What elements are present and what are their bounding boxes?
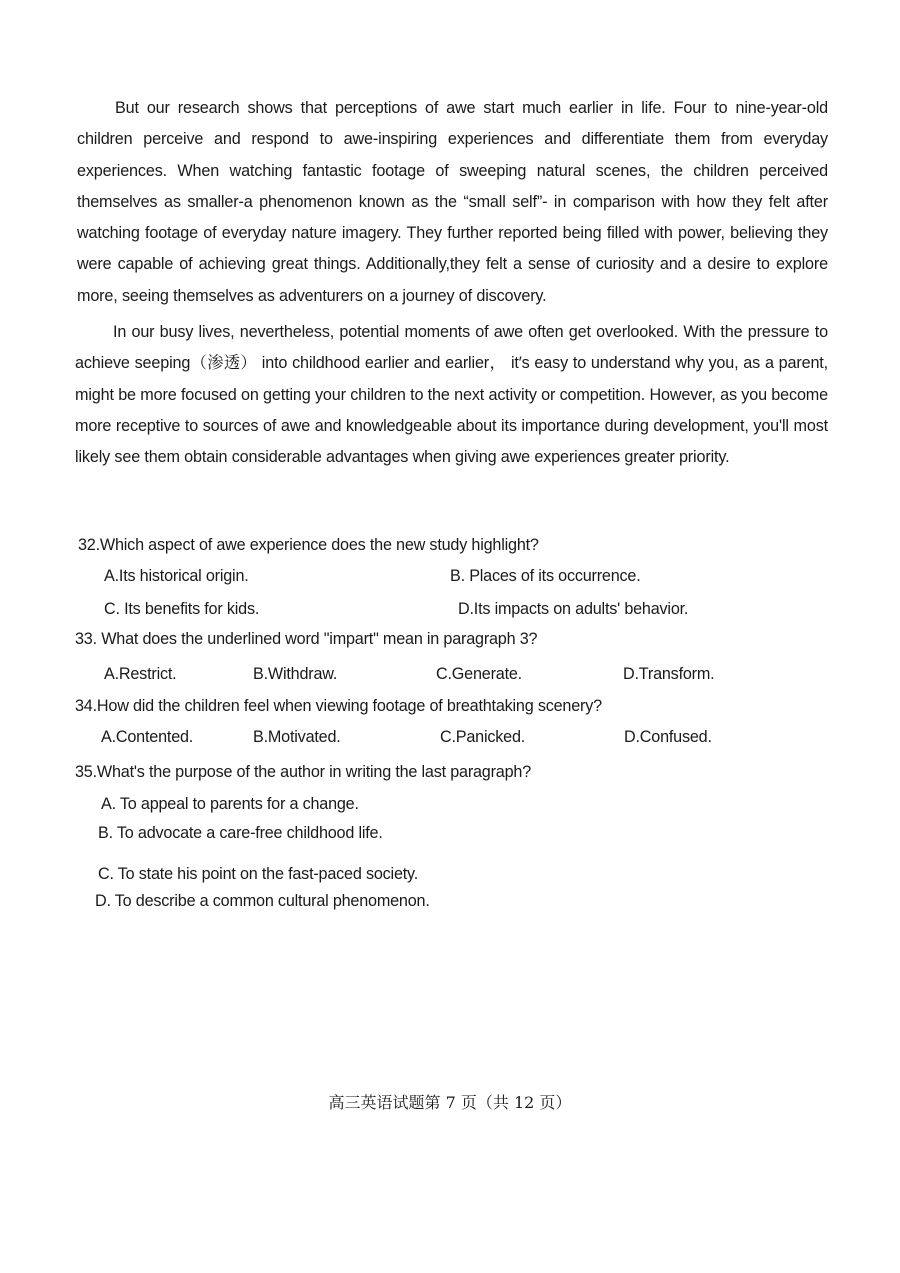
page-footer: 高三英语试题第 7 页（共 12 页） xyxy=(328,1093,572,1112)
question-33-option-a: A.Restrict. xyxy=(104,665,177,683)
question-35-option-c: C. To state his point on the fast-paced society. xyxy=(98,865,419,883)
passage-paragraph-2: In our busy lives, nevertheless, potential moments of awe often get overlooked. With the pressure to achieve seeping（渗透） into childhood earlier and earlier， it′s easy to understand why you, as a parent, might be more focused on getting your children to the next activity or competition. However, as you become more receptive to sources of awe and knowledgeable about its importance during development, you'll most likely see them obtain considerable advantages when giving awe experiences greater priority. xyxy=(75,323,828,467)
question-34-option-a: A.Contented. xyxy=(101,728,194,746)
question-33-option-b: B.Withdraw. xyxy=(253,665,338,683)
question-33-option-c: C.Generate. xyxy=(436,665,522,683)
question-34-option-b: B.Motivated. xyxy=(253,728,341,746)
question-32-option-d: D.Its impacts on adults' behavior. xyxy=(458,600,689,618)
question-33-stem: 33. What does the underlined word "impart" mean in paragraph 3? xyxy=(75,630,538,648)
question-32-option-c: C. Its benefits for kids. xyxy=(104,600,260,618)
question-34-option-d: D.Confused. xyxy=(624,728,712,746)
question-32-option-a: A.Its historical origin. xyxy=(104,567,249,585)
question-34-stem: 34.How did the children feel when viewing footage of breathtaking scenery? xyxy=(75,697,602,715)
question-35-option-b: B. To advocate a care-free childhood life. xyxy=(98,824,383,842)
question-33-option-d: D.Transform. xyxy=(623,665,715,683)
question-35-option-a: A. To appeal to parents for a change. xyxy=(101,795,359,813)
question-32-option-b: B. Places of its occurrence. xyxy=(450,567,641,585)
question-35-stem: 35.What's the purpose of the author in writing the last paragraph? xyxy=(75,763,532,781)
question-35-option-d: D. To describe a common cultural phenomenon. xyxy=(95,892,430,910)
question-32-stem: 32.Which aspect of awe experience does the new study highlight? xyxy=(78,536,539,554)
question-34-option-c: C.Panicked. xyxy=(440,728,526,746)
passage-paragraph-1: But our research shows that perceptions of awe start much earlier in life. Four to nine-year-old children perceive and respond to awe-inspiring experiences and differentiate them from everyday experiences. When watching fantastic footage of sweeping natural scenes, the children perceived themselves as smaller-a phenomenon known as the “small self”- in comparison with how they felt after watching footage of everyday nature imagery. They further reported being filled with power, believing they were capable of achieving great things. Additionally,they felt a sense of curiosity and a desire to explore more, seeing themselves as adventurers on a journey of discovery. xyxy=(77,99,828,305)
